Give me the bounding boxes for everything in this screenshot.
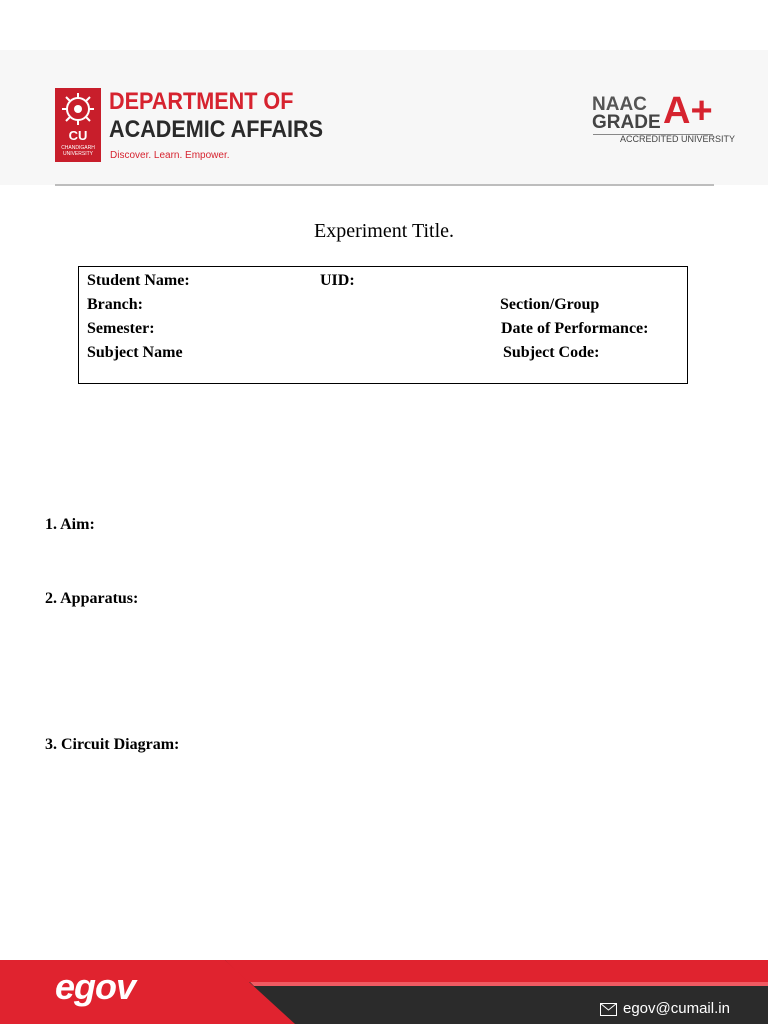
uid-label: UID: xyxy=(320,272,355,289)
experiment-title: Experiment Title. xyxy=(314,220,454,242)
department-title-line2: ACADEMIC AFFAIRS xyxy=(109,116,324,143)
accredited-label: ACCREDITED UNIVERSITY xyxy=(620,134,736,144)
mail-icon xyxy=(600,1003,617,1016)
semester-label: Semester: xyxy=(87,320,155,337)
aim-heading: 1. Aim: xyxy=(45,516,95,533)
apparatus-heading: 2. Apparatus: xyxy=(45,590,139,607)
egov-logo: egov xyxy=(55,966,136,1007)
grade-label: GRADE xyxy=(592,112,661,133)
cu-logo-subtext: CHANDIGARH UNIVERSITY xyxy=(61,145,95,157)
cu-emblem-icon xyxy=(59,91,97,127)
student-name-label: Student Name: xyxy=(87,272,190,289)
grade-value: A+ xyxy=(663,90,713,132)
department-title-line1: DEPARTMENT OF xyxy=(109,88,294,115)
header-divider xyxy=(55,184,714,186)
date-of-performance-label: Date of Performance: xyxy=(501,320,649,337)
naac-label: NAAC xyxy=(592,94,647,115)
cu-logo xyxy=(55,88,101,162)
subject-name-label: Subject Name xyxy=(87,344,183,361)
section-group-label: Section/Group xyxy=(500,296,600,313)
student-info-box xyxy=(78,266,688,384)
subject-code-label: Subject Code: xyxy=(503,344,600,361)
cu-logo-text: CU xyxy=(68,128,88,143)
footer-email[interactable]: egov@cumail.in xyxy=(623,1000,730,1017)
circuit-diagram-heading: 3. Circuit Diagram: xyxy=(45,736,180,753)
tagline: Discover. Learn. Empower. xyxy=(110,150,230,161)
branch-label: Branch: xyxy=(87,296,143,313)
